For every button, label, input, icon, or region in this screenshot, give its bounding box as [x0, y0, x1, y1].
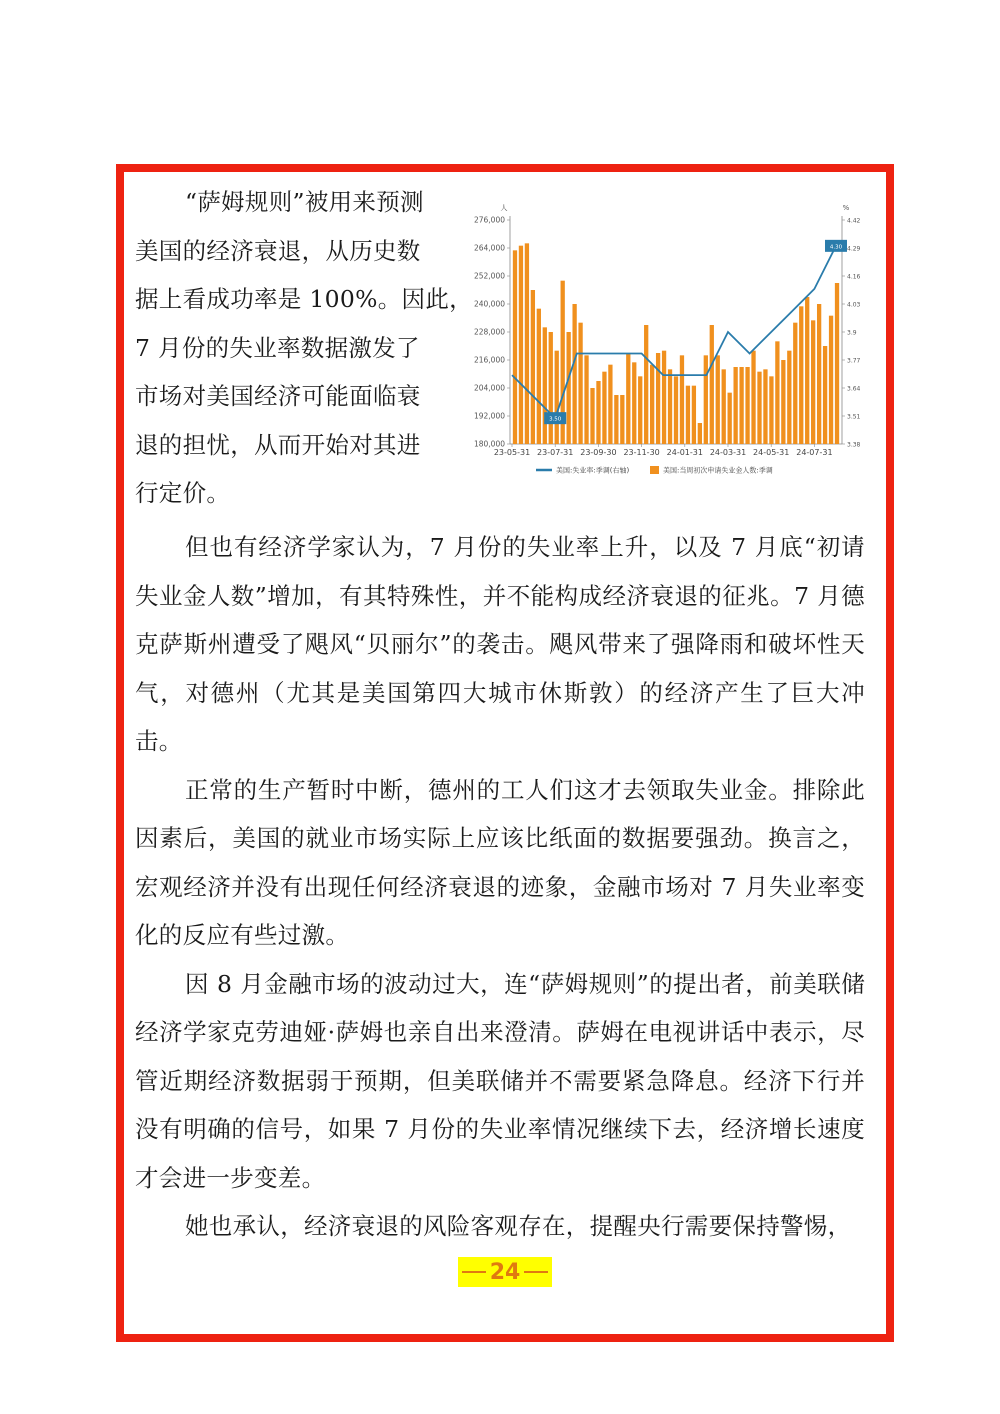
- claims-bar: [757, 372, 761, 444]
- intro-line: 据上看成功率是 100%。因此，: [135, 285, 473, 313]
- x-tick-label: 23-09-30: [580, 448, 617, 457]
- left-tick-label: 264,000: [473, 243, 505, 253]
- claims-bar: [716, 355, 720, 444]
- claims-bar: [739, 367, 743, 444]
- page-number: 24: [489, 1259, 521, 1285]
- right-tick-label: 4.29: [847, 245, 861, 253]
- claims-bar: [680, 355, 684, 444]
- right-tick-label: 4.03: [847, 301, 861, 309]
- claims-bar: [835, 283, 839, 444]
- x-tick-label: 24-05-31: [753, 448, 790, 457]
- x-tick-label: 24-07-31: [796, 448, 833, 457]
- claims-bar: [728, 393, 732, 444]
- claims-bar: [692, 386, 696, 444]
- page-number-badge: [458, 1257, 552, 1287]
- left-tick-label: 180,000: [473, 439, 505, 449]
- body-text: [135, 523, 865, 1251]
- left-tick-label: 276,000: [473, 215, 505, 225]
- intro-line: 7 月份的失业率数据激发了: [135, 333, 420, 362]
- right-tick-label: 3.51: [847, 413, 861, 421]
- claims-bar: [805, 297, 809, 444]
- claims-bar: [769, 376, 773, 444]
- intro-line: 市场对美国经济可能面临衰: [135, 382, 421, 410]
- claims-bar: [733, 367, 737, 444]
- intro-line: 美国的经济衰退，从历史数: [135, 236, 421, 265]
- claims-bar: [644, 325, 648, 444]
- claims-bar: [823, 346, 827, 444]
- left-axis-unit: 人: [500, 204, 508, 212]
- left-tick-label: 216,000: [473, 355, 505, 365]
- claims-bar: [549, 332, 553, 444]
- claims-bar: [781, 360, 785, 444]
- left-tick-label: 204,000: [473, 383, 505, 393]
- left-tick-label: 228,000: [473, 327, 505, 337]
- claims-bar: [722, 369, 726, 444]
- right-tick-label: 3.9: [847, 329, 857, 337]
- intro-line: 行定价。: [135, 479, 231, 507]
- paragraph-texas-hurricane: 但也有经济学家认为，7 月份的失业率上升，以及 7 月底“初请失业金人数”增加，有其特殊性，并不能构成经济衰退的征兆。7 月德克萨斯州遭受了飓风“贝丽尔”的袭击。飓风带来了强降雨和破坏性天气，对德州（尤其是美国第四大城市休斯敦）的经济产生了巨大冲击。: [135, 533, 865, 755]
- intro-line: 退的担忧，从而开始对其进: [135, 430, 421, 459]
- legend-bar-label: 美国:当周初次申请失业金人数:季调: [663, 466, 773, 475]
- claims-bar: [531, 290, 535, 444]
- right-tick-label: 3.64: [847, 385, 861, 393]
- x-tick-label: 23-07-31: [537, 448, 574, 457]
- claims-bar: [614, 395, 618, 444]
- claims-bar: [668, 369, 672, 444]
- right-tick-label: 3.77: [847, 357, 861, 365]
- x-tick-label: 24-01-31: [666, 448, 703, 457]
- paragraph-labor-market: 正常的生产暂时中断，德州的工人们这才去领取失业金。排除此因素后，美国的就业市场实际上应该比纸面的数据要强劲。换言之，宏观经济并没有出现任何经济衰退的迹象，金融市场对 7 月失业率变化的反应有些过激。: [135, 775, 865, 949]
- claims-bar: [638, 376, 642, 444]
- claims-bar: [620, 395, 624, 444]
- claims-bar: [572, 304, 576, 444]
- claims-bar: [704, 355, 708, 444]
- claims-bar: [602, 372, 606, 444]
- claims-bar: [775, 341, 779, 444]
- claims-bar: [799, 306, 803, 444]
- claims-bar: [674, 376, 678, 444]
- claims-bar: [555, 351, 559, 444]
- claims-bar: [751, 351, 755, 444]
- claims-bar: [793, 323, 797, 444]
- rate-data-label: 4.30: [829, 244, 843, 251]
- intro-line: “萨姆规则”被用来预测: [185, 188, 424, 216]
- claims-bar: [543, 327, 547, 444]
- claims-bar: [608, 365, 612, 444]
- claims-bar: [590, 388, 594, 444]
- x-tick-label: 23-05-31: [493, 448, 531, 457]
- claims-bar: [811, 320, 815, 444]
- unemployment-claims-chart: [468, 198, 868, 483]
- claims-bar: [686, 386, 690, 444]
- claims-bar: [698, 423, 702, 444]
- claims-bar: [567, 332, 571, 444]
- left-tick-label: 192,000: [473, 411, 505, 421]
- right-tick-label: 4.16: [847, 273, 861, 281]
- right-axis-unit: %: [842, 204, 850, 212]
- rate-data-label: 3.50: [549, 416, 562, 423]
- claims-bar: [763, 369, 767, 444]
- claims-bar: [584, 355, 588, 444]
- claims-bar: [829, 316, 833, 444]
- claims-bar: [519, 246, 523, 444]
- dash-left: [462, 1271, 486, 1273]
- legend-line-label: 美国:失业率:季调(右轴): [556, 466, 630, 475]
- right-tick-label: 3.38: [847, 441, 861, 449]
- paragraph-sahm-clarification: 因 8 月金融市场的波动过大，连“萨姆规则”的提出者，前美联储经济学家克劳迪娅·萨姆也亲自出来澄清。萨姆在电视讲话中表示，尽管近期经济数据弱于预期，但美联储并不需要紧急降息。经济下行并没有明确的信号，如果 7 月份的失业率情况继续下去，经济增长速度才会进一步变差。: [135, 969, 865, 1192]
- x-tick-label: 23-11-30: [623, 448, 660, 457]
- claims-bar: [656, 353, 660, 444]
- claims-bar: [650, 365, 654, 444]
- claims-bar: [525, 243, 529, 444]
- claims-bar: [787, 351, 791, 444]
- claims-bar: [537, 309, 541, 444]
- paragraph-risk-warning: 她也承认，经济衰退的风险客观存在，提醒央行需要保持警惕，: [185, 1212, 852, 1240]
- dash-right: [524, 1271, 548, 1273]
- left-tick-label: 240,000: [473, 299, 505, 309]
- claims-bar: [817, 304, 821, 444]
- claims-bar: [662, 351, 666, 444]
- claims-bar: [626, 353, 630, 444]
- claims-bar: [745, 367, 749, 444]
- left-tick-label: 252,000: [473, 271, 505, 281]
- legend-bar-swatch: [650, 466, 659, 474]
- claims-bar: [632, 362, 636, 444]
- claims-bar: [513, 250, 517, 444]
- x-tick-label: 24-03-31: [709, 448, 747, 457]
- right-tick-label: 4.42: [847, 217, 861, 225]
- claims-bar: [578, 323, 582, 444]
- claims-bar: [710, 325, 714, 444]
- claims-bar: [596, 381, 600, 444]
